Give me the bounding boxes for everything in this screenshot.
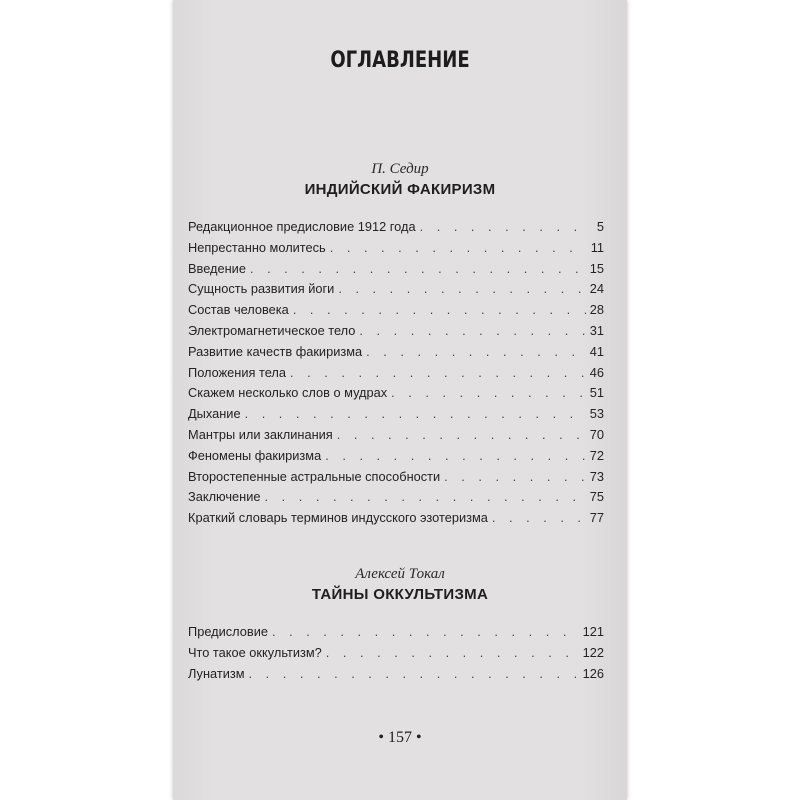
toc-entry-label: Сущность развития йоги xyxy=(188,281,335,297)
toc-entry xyxy=(188,645,604,666)
toc-entry-page: 73 xyxy=(589,468,604,484)
toc-entry xyxy=(188,323,604,344)
section-author: Алексей Токал xyxy=(355,566,445,582)
toc-entry xyxy=(188,624,604,645)
leader-dots xyxy=(337,427,586,442)
leader-dots xyxy=(325,448,586,463)
toc-entry-page: 121 xyxy=(582,624,604,639)
toc-entry-page: 15 xyxy=(589,260,604,276)
toc-list-2 xyxy=(188,624,604,686)
toc-entry-label: Положения тела xyxy=(188,364,286,380)
toc-entry-label: Что такое оккультизм? xyxy=(188,644,322,660)
toc-entry-label: Краткий словарь терминов индусского эзотеризма xyxy=(188,510,488,526)
toc-entry-page: 51 xyxy=(589,385,604,401)
toc-entry-page: 41 xyxy=(589,343,604,359)
toc-entry-page: 31 xyxy=(589,322,604,338)
leader-dots xyxy=(359,323,585,338)
toc-entry-label: Предисловие xyxy=(188,624,268,639)
leader-dots xyxy=(326,645,579,660)
toc-entry-page: 53 xyxy=(589,406,604,422)
leader-dots xyxy=(330,240,586,255)
toc-entry xyxy=(188,281,604,302)
toc-entry-page: 70 xyxy=(589,426,604,442)
toc-entry-page: 75 xyxy=(589,489,604,505)
toc-entry xyxy=(188,385,604,406)
section-author: П. Седир xyxy=(371,161,429,177)
toc-entry-page: 77 xyxy=(589,510,604,526)
leader-dots xyxy=(249,666,579,681)
toc-entry xyxy=(188,489,604,510)
section-header-2 xyxy=(173,566,627,603)
page-number: • 157 • xyxy=(378,729,422,746)
toc-entry-label: Феномены факиризма xyxy=(188,447,322,463)
toc-entry-page: 11 xyxy=(590,239,604,255)
toc-entry xyxy=(188,365,604,386)
book-page xyxy=(173,0,627,800)
section-title: ИНДИЙСКИЙ ФАКИРИЗМ xyxy=(304,181,496,198)
toc-entry-label: Непрестанно молитесь xyxy=(188,239,326,255)
toc-entry-label: Лунатизм xyxy=(188,665,245,681)
toc-entry-page: 122 xyxy=(582,644,604,660)
toc-entry-page: 24 xyxy=(589,281,604,297)
toc-entry xyxy=(188,510,604,531)
toc-entry-label: Редакционное предисловие 1912 года xyxy=(188,219,416,234)
toc-entry-label: Электромагнетическое тело xyxy=(188,322,356,338)
leader-dots xyxy=(338,281,585,296)
leader-dots xyxy=(444,469,586,484)
toc-entry-label: Введение xyxy=(188,260,246,276)
toc-entry-label: Дыхание xyxy=(188,406,241,422)
toc-entry xyxy=(188,448,604,469)
toc-entry-label: Второстепенные астральные способности xyxy=(188,468,441,484)
toc-entry xyxy=(188,219,604,240)
toc-entry-label: Мантры или заклинания xyxy=(188,426,333,442)
toc-entry-label: Развитие качеств факиризма xyxy=(188,343,363,359)
toc-entry-label: Состав человека xyxy=(188,302,289,318)
toc-entry xyxy=(188,427,604,448)
section-title: ТАЙНЫ ОККУЛЬТИЗМА xyxy=(311,586,489,603)
leader-dots xyxy=(290,365,586,380)
toc-entry-label: Заключение xyxy=(188,489,261,505)
toc-entry xyxy=(188,344,604,365)
toc-entry xyxy=(188,261,604,282)
leader-dots xyxy=(245,406,586,421)
leader-dots xyxy=(420,219,586,234)
toc-entry xyxy=(188,240,604,261)
toc-entry-page: 126 xyxy=(582,665,604,681)
toc-entry xyxy=(188,406,604,427)
toc-entry-page: 5 xyxy=(596,219,604,234)
section-header-1 xyxy=(173,161,627,198)
leader-dots xyxy=(366,344,586,359)
toc-entry xyxy=(188,302,604,323)
toc-entry-label: Скажем несколько слов о мудрах xyxy=(188,385,388,401)
toc-entry-page: 72 xyxy=(589,447,604,463)
toc-entry-page: 28 xyxy=(589,302,604,318)
page-heading: ОГЛАВЛЕНИЕ xyxy=(330,48,470,73)
toc-list-1 xyxy=(188,219,604,531)
toc-entry xyxy=(188,469,604,490)
leader-dots xyxy=(293,302,586,317)
leader-dots xyxy=(391,385,586,400)
toc-entry-page: 46 xyxy=(589,364,604,380)
leader-dots xyxy=(492,510,586,525)
leader-dots xyxy=(272,624,579,639)
toc-entry xyxy=(188,666,604,687)
leader-dots xyxy=(250,261,586,276)
leader-dots xyxy=(265,489,586,504)
